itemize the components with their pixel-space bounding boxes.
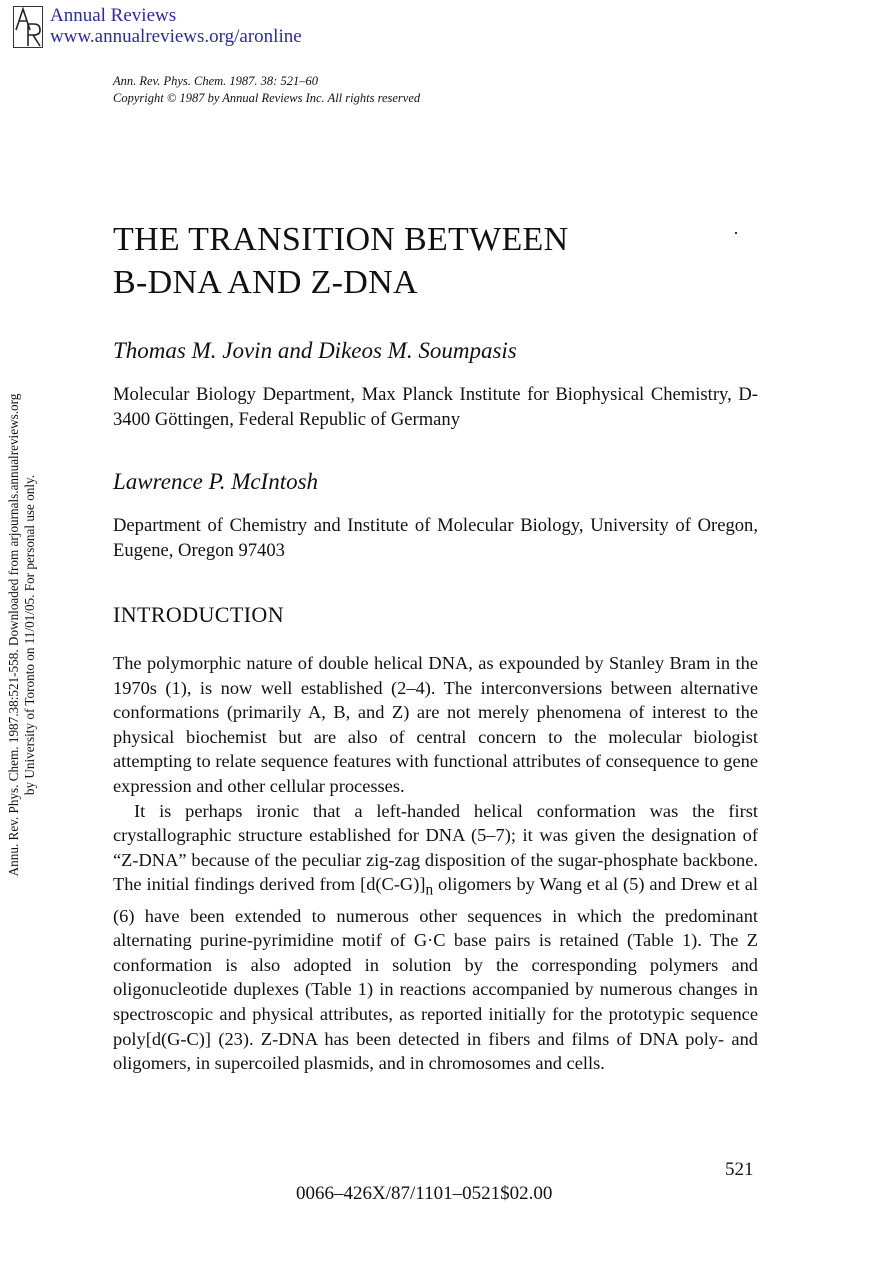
body-text [113, 651, 758, 1076]
author-names-2: Lawrence P. McIntosh [113, 469, 319, 494]
paragraph-2-part-1: It is perhaps ironic that a left-handed helical conformation was the first crystallographic structure established for DNA (5–7); it was given the designation of “Z-DNA” because of the peculiar zig-zag disposition of the sugar-phosphate backbone. The initial findings derived from [d(C-G)] [113, 800, 758, 895]
citation [113, 73, 420, 107]
publisher-name: Annual Reviews [50, 5, 177, 26]
title-line-1: THE TRANSITION BETWEEN [113, 221, 569, 258]
issn-code: 0066–426X/87/1101–0521$02.00 [296, 1183, 553, 1204]
title-line-2: B-DNA AND Z-DNA [113, 264, 418, 301]
publisher-url[interactable]: www.annualreviews.org/aronline [50, 26, 302, 47]
article-title [113, 218, 568, 304]
author-affiliation-2: Department of Chemistry and Institute of Molecular Biology, University of Oregon, Eugene, Oregon 97403 [113, 515, 758, 561]
annual-reviews-logo [13, 6, 43, 48]
paragraph-1: The polymorphic nature of double helical DNA, as expounded by Stanley Bram in the 1970s (1), is now well established (2–4). The interconversions between alternative conformations (primarily A, B, and Z) are not merely phenomena of interest to the physical biochemist but are also of central concern to the molecular biologist attempting to relate sequence features with functional attributes of consequence to gene expression and other cellular processes. [113, 653, 758, 796]
publisher-header [50, 5, 302, 47]
author-affiliation-1: Molecular Biology Department, Max Planck Institute for Biophysical Chemistry, D-3400 Göttingen, Federal Republic of Germany [113, 384, 758, 430]
paragraph-2 [113, 799, 758, 1076]
stray-mark [735, 232, 737, 234]
section-heading: INTRODUCTION [113, 602, 285, 627]
page-number: 521 [725, 1159, 754, 1180]
paragraph-2-subscript: n [425, 882, 434, 900]
download-watermark [6, 394, 38, 877]
watermark-line-2: by University of Toronto on 11/01/05. For personal use only. [22, 474, 37, 796]
journal-reference: Ann. Rev. Phys. Chem. 1987. 38: 521–60 [113, 74, 318, 88]
copyright-notice: Copyright © 1987 by Annual Reviews Inc. All rights reserved [113, 91, 421, 105]
watermark-line-1: Annu. Rev. Phys. Chem. 1987.38:521-558. Downloaded from arjournals.annualreviews.org [6, 393, 21, 877]
author-names-1: Thomas M. Jovin and Dikeos M. Soumpasis [113, 338, 517, 363]
paragraph-2-part-2: oligomers by Wang et al (5) and Drew et al (6) have been extended to numerous other sequences in which the predominant alternating purine-pyrimidine motif of G·C base pairs is retained (Table 1). The Z conformation is also adopted in solution by the corresponding polymers and oligonucleotide duplexes (Table 1) in reactions accompanied by numerous changes in spectroscopic and physical attributes, as reported initially for the prototypic sequence poly[d(G-C)] (23). Z-DNA has been detected in fibers and films of DNA poly- and oligomers, in supercoiled plasmids, and in chromosomes and cells. [113, 874, 758, 1074]
